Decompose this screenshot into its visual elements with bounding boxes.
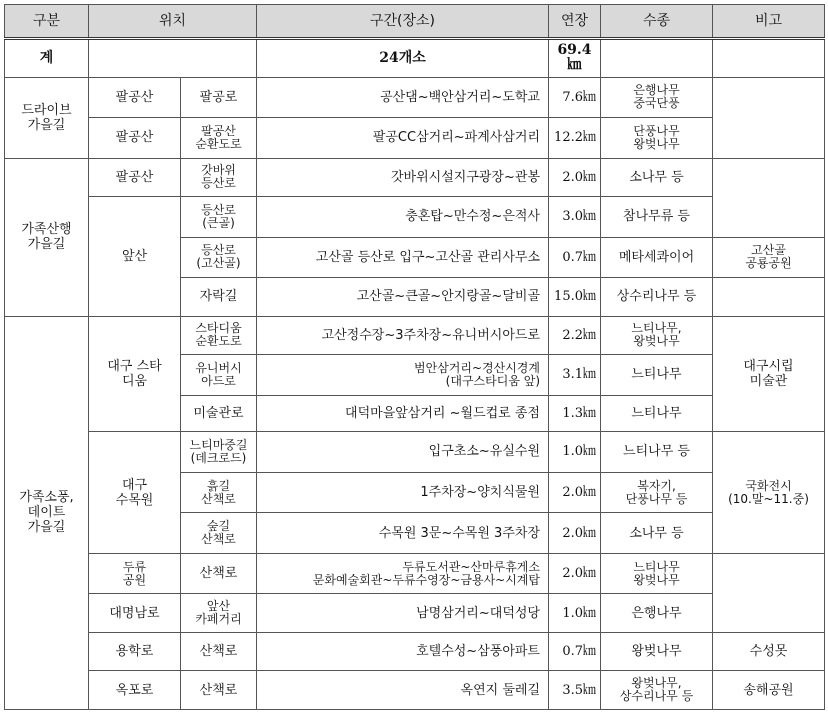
section-cell: 대덕마을앞삼거리 ~월드컵로 종점 — [257, 395, 549, 431]
location-cell: 대구 수목원 — [89, 432, 181, 554]
location-cell: 팔공산 — [89, 158, 181, 197]
species-cell: 상수리나무 등 — [601, 278, 713, 317]
section-cell: 충혼탑~만수정~은적사 — [257, 197, 549, 238]
section-cell: 남명삼거리~대덕성당 — [257, 594, 549, 633]
location-cell: 두류 공원 — [89, 553, 181, 594]
sublocation-cell: 앞산 카페거리 — [181, 594, 257, 633]
section-cell: 고산골 등산로 입구~고산골 관리사무소 — [257, 237, 549, 278]
length-cell: 3.1㎞ — [549, 355, 601, 396]
species-cell: 느티나무, 왕벚나무 — [601, 316, 713, 355]
species-cell: 메타세콰이어 — [601, 237, 713, 278]
table-row — [5, 118, 825, 159]
length-cell: 15.0㎞ — [549, 278, 601, 317]
length-cell: 3.0㎞ — [549, 197, 601, 238]
sublocation-cell: 숲길 산책로 — [181, 513, 257, 554]
note-cell — [713, 278, 825, 317]
table-row — [5, 158, 825, 197]
section-cell: 갓바위시설지구광장~관봉 — [257, 158, 549, 197]
species-cell: 은행나무 중국단풍 — [601, 77, 713, 118]
length-cell: 1.3㎞ — [549, 395, 601, 431]
species-cell: 왕벚나무, 상수리나무 등 — [601, 671, 713, 710]
length-cell: 2.0㎞ — [549, 553, 601, 594]
section-cell: 수목원 3문~수목원 3주차장 — [257, 513, 549, 554]
sublocation-cell: 팔공산 순환도로 — [181, 118, 257, 159]
table-row — [5, 671, 825, 710]
note-cell — [713, 553, 825, 632]
header-location: 위치 — [89, 5, 257, 39]
section-cell: 공산댐~백안삼거리~도학교 — [257, 77, 549, 118]
table-row — [5, 632, 825, 671]
total-row — [5, 39, 825, 78]
section-cell: 옥연지 둘레길 — [257, 671, 549, 710]
table-row — [5, 77, 825, 118]
location-cell: 대구 스타 디움 — [89, 316, 181, 432]
sublocation-cell: 미술관로 — [181, 395, 257, 431]
species-cell: 느티나무 왕벚나무 — [601, 553, 713, 594]
note-cell: 고산골 공룡공원 — [713, 237, 825, 278]
species-cell: 참나무류 등 — [601, 197, 713, 238]
table-row — [5, 553, 825, 594]
species-cell: 소나무 등 — [601, 513, 713, 554]
location-cell: 앞산 — [89, 197, 181, 317]
length-cell: 1.0㎞ — [549, 432, 601, 473]
species-cell: 복자기, 단풍나무 등 — [601, 472, 713, 513]
section-cell: 범안삼거리~경산시경계 (대구스타디움 앞) — [257, 355, 549, 396]
note-cell: 국화전시 (10.말~11.중) — [713, 432, 825, 554]
sublocation-cell: 팔공로 — [181, 77, 257, 118]
table-row — [5, 432, 825, 473]
header-length: 연장 — [549, 5, 601, 39]
length-cell: 0.7㎞ — [549, 237, 601, 278]
sublocation-cell: 등산로 (큰골) — [181, 197, 257, 238]
section-cell: 고산정수장~3주차장~유니버시아드로 — [257, 316, 549, 355]
length-cell: 2.0㎞ — [549, 472, 601, 513]
length-cell: 0.7㎞ — [549, 632, 601, 671]
location-cell: 대명남로 — [89, 594, 181, 633]
note-cell — [713, 158, 825, 237]
species-cell: 소나무 등 — [601, 158, 713, 197]
section-cell: 입구초소~유실수원 — [257, 432, 549, 473]
length-cell: 1.0㎞ — [549, 594, 601, 633]
header-section: 구간(장소) — [257, 5, 549, 39]
table-row — [5, 594, 825, 633]
total-species — [601, 39, 713, 78]
sublocation-cell: 느티마중길 (데크로드) — [181, 432, 257, 473]
species-cell: 느티나무 등 — [601, 432, 713, 473]
note-cell: 대구시립 미술관 — [713, 316, 825, 432]
sublocation-cell: 갓바위 등산로 — [181, 158, 257, 197]
table-row — [5, 197, 825, 238]
autumn-road-table — [4, 4, 825, 710]
sublocation-cell: 산책로 — [181, 671, 257, 710]
total-sections: 24개소 — [257, 39, 549, 78]
species-cell: 느티나무 — [601, 355, 713, 396]
category-cell: 드라이브 가을길 — [5, 77, 89, 158]
location-cell: 팔공산 — [89, 77, 181, 118]
section-cell: 호텔수성~삼풍아파트 — [257, 632, 549, 671]
total-length: 69.4㎞ — [549, 39, 601, 78]
length-cell: 3.5㎞ — [549, 671, 601, 710]
total-note — [713, 39, 825, 78]
length-cell: 2.2㎞ — [549, 316, 601, 355]
note-cell: 송해공원 — [713, 671, 825, 710]
section-cell: 팔공CC삼거리~파계사삼거리 — [257, 118, 549, 159]
length-cell: 2.0㎞ — [549, 513, 601, 554]
note-cell: 수성못 — [713, 632, 825, 671]
length-cell: 12.2㎞ — [549, 118, 601, 159]
header-species: 수종 — [601, 5, 713, 39]
table-row — [5, 316, 825, 355]
header-note: 비고 — [713, 5, 825, 39]
location-cell: 용학로 — [89, 632, 181, 671]
sublocation-cell: 산책로 — [181, 553, 257, 594]
sublocation-cell: 흙길 산책로 — [181, 472, 257, 513]
category-cell: 가족산행 가을길 — [5, 158, 89, 316]
sublocation-cell: 등산로 (고산골) — [181, 237, 257, 278]
section-cell: 두류도서관~산마루휴게소 문화예술회관~두류수영장~금용사~시계탑 — [257, 553, 549, 594]
species-cell: 느티나무 — [601, 395, 713, 431]
species-cell: 단풍나무 왕벚나무 — [601, 118, 713, 159]
total-location — [89, 39, 257, 78]
header-category: 구분 — [5, 5, 89, 39]
sublocation-cell: 산책로 — [181, 632, 257, 671]
sublocation-cell: 스타디움 순환도로 — [181, 316, 257, 355]
sublocation-cell: 자락길 — [181, 278, 257, 317]
section-cell: 1주차장~양치식물원 — [257, 472, 549, 513]
length-cell: 7.6㎞ — [549, 77, 601, 118]
species-cell: 왕벚나무 — [601, 632, 713, 671]
category-cell: 가족소풍, 데이트 가을길 — [5, 316, 89, 709]
location-cell: 팔공산 — [89, 118, 181, 159]
total-label: 계 — [5, 39, 89, 78]
sublocation-cell: 유니버시 아드로 — [181, 355, 257, 396]
section-cell: 고산골~큰골~안지랑골~달비골 — [257, 278, 549, 317]
species-cell: 은행나무 — [601, 594, 713, 633]
location-cell: 옥포로 — [89, 671, 181, 710]
header-row — [5, 5, 825, 39]
note-cell — [713, 77, 825, 158]
length-cell: 2.0㎞ — [549, 158, 601, 197]
